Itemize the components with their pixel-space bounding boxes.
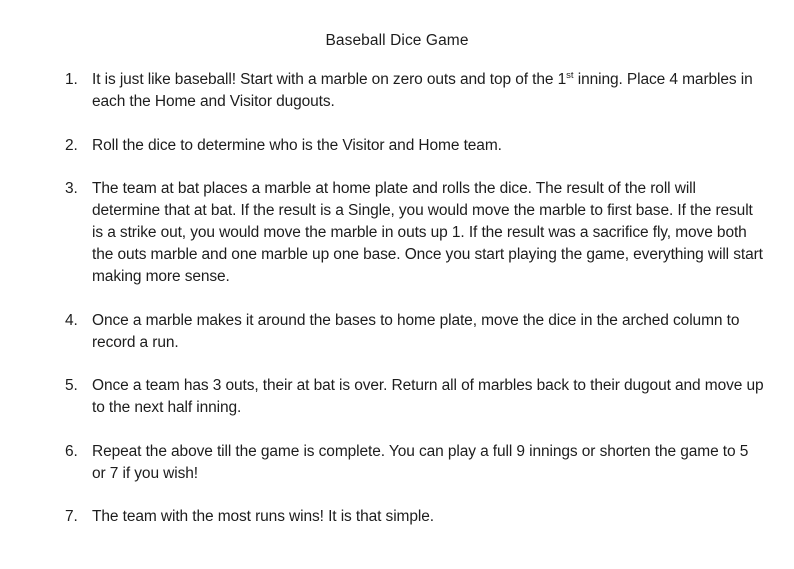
- list-item-text: [92, 69, 766, 113]
- list-item: [65, 506, 766, 528]
- list-item-text: Repeat the above till the game is complete. You can play a full 9 innings or shorten the game to 5 or 7 if you wish!: [92, 442, 749, 482]
- list-item: [65, 441, 766, 485]
- list-item-number: 6.: [65, 442, 78, 460]
- list-item: [65, 310, 766, 354]
- list-item-text: The team with the most runs wins! It is that simple.: [92, 508, 434, 525]
- document-title: Baseball Dice Game: [325, 32, 469, 49]
- list-item-number: 1.: [65, 71, 78, 88]
- text-fragment: It is just like baseball! Start with a marble on zero outs and top of the 1: [92, 71, 567, 88]
- list-item: [65, 178, 766, 288]
- list-item-number: 7.: [65, 508, 78, 525]
- list-item: [65, 135, 766, 157]
- list-item-number: 2.: [65, 136, 78, 154]
- text-fragment: inning. Place 4 marbles in each the Home and Visitor dugouts.: [92, 71, 753, 110]
- list-item-number: 5.: [65, 377, 78, 394]
- list-item-text: Roll the dice to determine who is the Visitor and Home team.: [92, 136, 502, 154]
- list-item-number: 4.: [65, 311, 78, 329]
- list-item-text: Once a team has 3 outs, their at bat is over. Return all of marbles back to their dugout and move up to the next half inning.: [92, 377, 764, 416]
- list-item-text: The team at bat places a marble at home plate and rolls the dice. The result of the roll will determine that at bat. If the result is a Single, you would move the marble to first base. If the result is a strike out, you would move the marble in outs up 1. If the result was a sacrifice fly, move both the outs marble and one marble up one base. Once you start playing the game, everything will start making more sense.: [92, 180, 763, 285]
- instructions-list: [65, 69, 766, 528]
- list-item: [65, 69, 766, 113]
- list-item-text: Once a marble makes it around the bases to home plate, move the dice in the arched column to record a run.: [92, 311, 740, 351]
- ordinal-superscript: st: [566, 69, 574, 81]
- list-item: [65, 375, 766, 419]
- list-item-number: 3.: [65, 180, 78, 197]
